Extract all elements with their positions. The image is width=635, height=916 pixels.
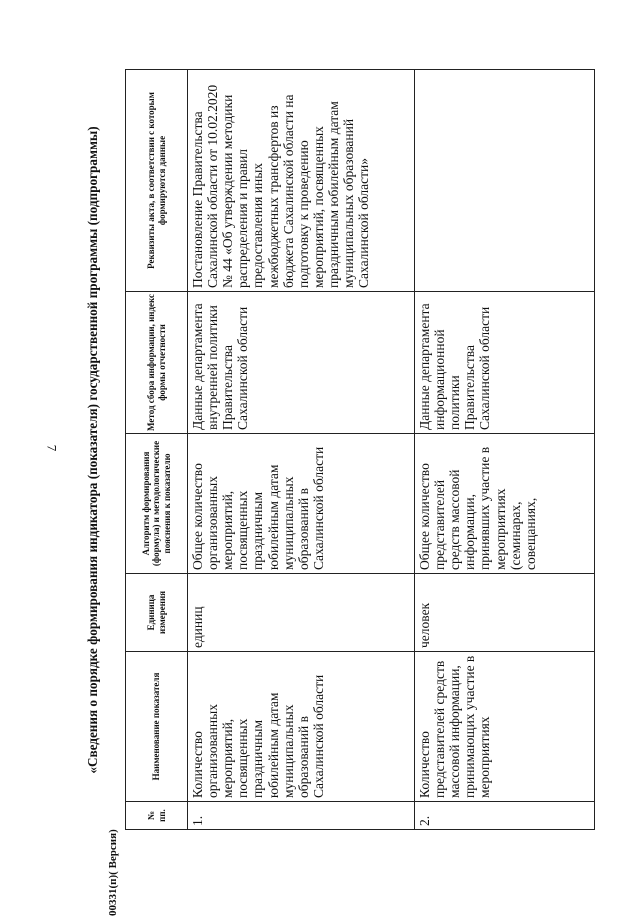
row-method: Данные департамента внутренней политики Правительства Сахалинской области xyxy=(188,292,415,434)
header-method: Метод сбора информации, индекс формы отчетности xyxy=(126,292,188,434)
row-unit: единиц xyxy=(188,574,415,652)
row-act: Постановление Правительства Сахалинской области от 10.02.2020 № 44 «Об утверждении методики распределения и правил предоставления иных межбюджетных трансфертов из бюджета Сахалинской области на подготовку к проведению мероприятий, посвященных праздничным юбилейным датам муниципальных образований Сахалинской области» xyxy=(188,70,415,292)
row-indicator-name: Количество представителей средств массовой информации, принимающих участие в мероприятиях xyxy=(415,652,595,802)
header-indicator-name: Наименование показателя xyxy=(126,652,188,802)
header-number: № пп. xyxy=(126,802,188,830)
row-indicator-name: Количество организованных мероприятий, посвященных праздничным юбилейным датам муниципальных образований в Сахалинской области xyxy=(188,652,415,802)
rotated-table-area xyxy=(125,70,595,830)
indicator-table xyxy=(125,69,595,830)
document-title: «Сведения о порядке формирования индикатора (показателя) государственной программы (подпрограммы) xyxy=(85,126,100,774)
row-number: 2. xyxy=(415,802,595,830)
row-algorithm: Общее количество организованных мероприятий, посвященных праздничным юбилейным датам муниципальных образований в Сахалинской области xyxy=(188,434,415,574)
header-act: Реквизиты акта, в соответствии с которым формируются данные xyxy=(126,70,188,292)
table-row xyxy=(188,70,415,830)
row-method: Данные департамента информационной политики Правительства Сахалинской области xyxy=(415,292,595,434)
row-act xyxy=(415,70,595,292)
row-number: 1. xyxy=(188,802,415,830)
document-code: 00331(п)( Версия) xyxy=(107,829,119,916)
header-unit: Единица измерения xyxy=(126,574,188,652)
page-number: 7 xyxy=(44,444,60,452)
row-unit: человек xyxy=(415,574,595,652)
header-algorithm: Алгоритм формирования (формула) и методологические пояснения к показателю xyxy=(126,434,188,574)
row-algorithm: Общее количество представителей средств массовой информации, принявших участие в мероприятиях (семинарах, совещаниях, xyxy=(415,434,595,574)
table-header-row xyxy=(126,70,188,830)
table-row xyxy=(415,70,595,830)
